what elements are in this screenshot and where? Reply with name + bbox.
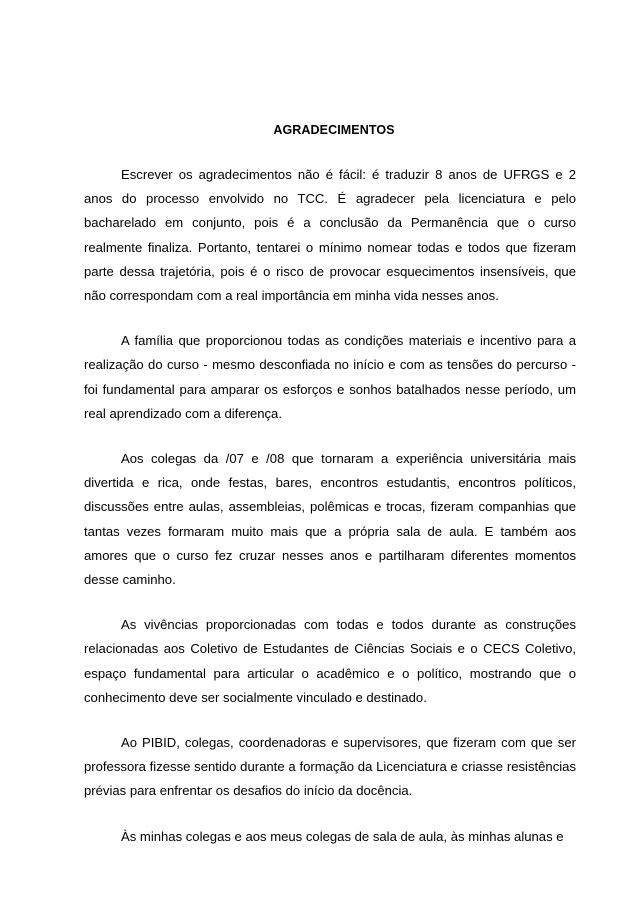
paragraph-4: As vivências proporcionadas com todas e todos durante as construções relacionadas aos Coletivo de Estudantes de Ciências Sociais e o CECS Coletivo, espaço fundamental para articular o acadêmico e o político, mostrando que o conhecimento deve ser socialmente vinculado e destinado. <box>84 617 576 705</box>
page-title: AGRADECIMENTOS <box>273 123 395 137</box>
paragraph-2: A família que proporcionou todas as condições materiais e incentivo para a realização do curso - mesmo desconfiada no início e com as tensões do percurso - foi fundamental para amparar os esforços e sonhos batalhados nesse período, um real aprendizado com a diferença. <box>84 333 576 421</box>
paragraph-6: Às minhas colegas e aos meus colegas de sala de aula, às minhas alunas e <box>121 828 564 844</box>
document-body <box>84 163 576 870</box>
paragraph-5: Ao PIBID, colegas, coordenadoras e supervisores, que fizeram com que ser professora fizesse sentido durante a formação da Licenciatura e criasse resistências prévias para enfrentar os desafios do início da docência. <box>84 735 576 799</box>
paragraph-1: Escrever os agradecimentos não é fácil: é traduzir 8 anos de UFRGS e 2 anos do processo envolvido no TCC. É agradecer pela licenciatura e pelo bacharelado em conjunto, pois é a conclusão da Permanência que o curso realmente finaliza. Portanto, tentarei o mínimo nomear todas e todos que fizeram parte dessa trajetória, pois é o risco de provocar esquecimentos insensíveis, que não correspondam com a real importância em minha vida nesses anos. <box>84 167 576 304</box>
paragraph-3: Aos colegas da /07 e /08 que tornaram a experiência universitária mais divertida e rica, onde festas, bares, encontros estudantis, encontros políticos, discussões entre aulas, assembleias, polêmicas e trocas, fizeram companhias que tantas vezes formaram muito mais que a própria sala de aula. E também aos amores que o curso fez cruzar nesses anos e partilharam diferentes momentos desse caminho. <box>84 451 576 588</box>
